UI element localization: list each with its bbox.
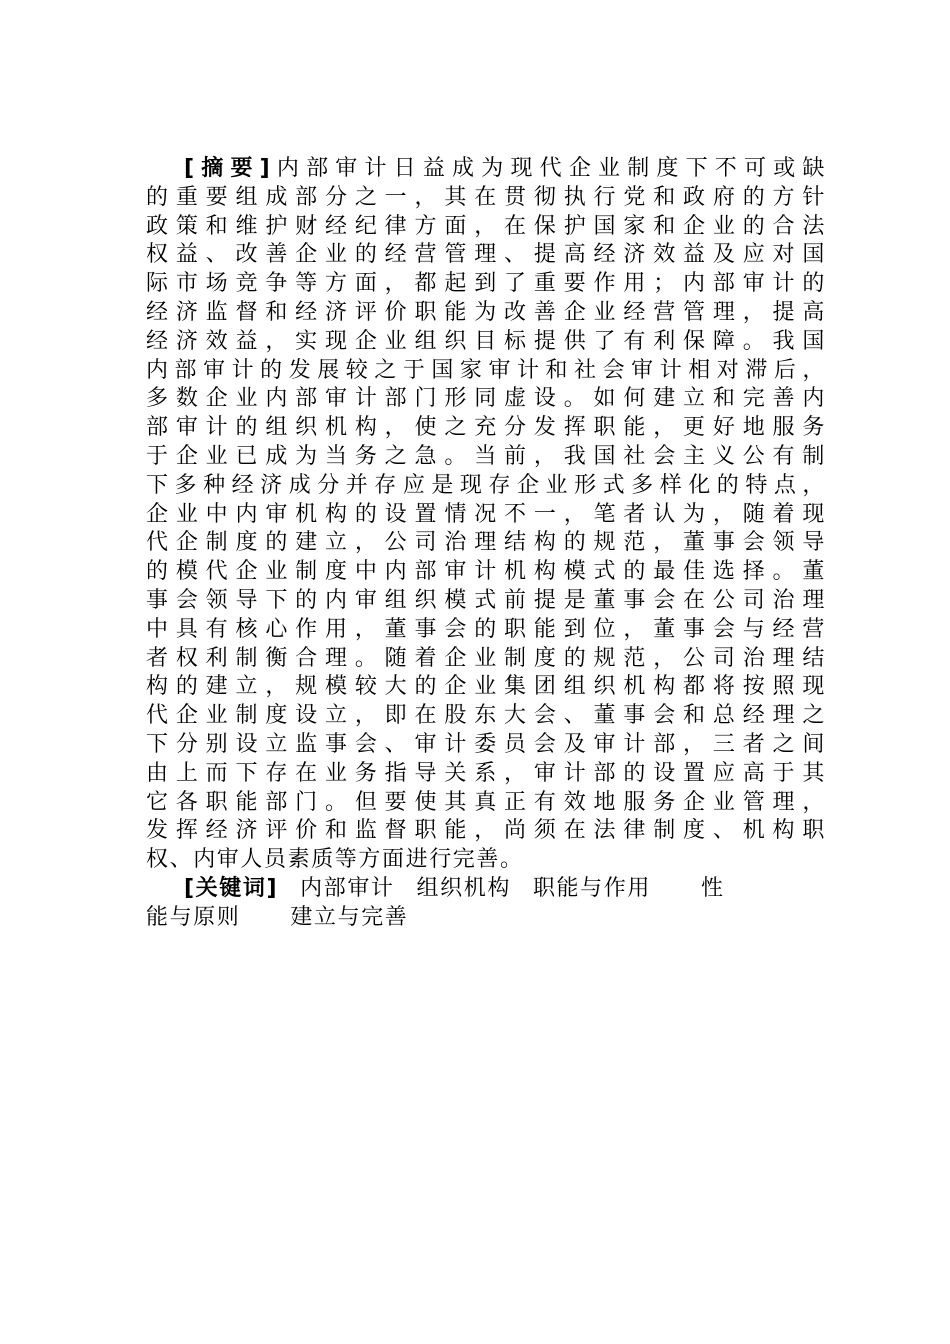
abstract-line: 事会领导下的内审组织模式前提是董事会在公司治理 [146, 587, 826, 613]
abstract-line: 发挥经济评价和监督职能，尚须在法律制度、机构职 [146, 818, 826, 844]
keyword-item: 组织机构 [416, 875, 511, 901]
keyword-item: 职能与作用 [532, 875, 651, 901]
abstract-line: 构的建立，规模较大的企业集团组织机构都将按照现 [146, 674, 826, 700]
abstract-line: 权、内审人员素质等方面进行完善。 [146, 847, 524, 873]
abstract-section [146, 155, 826, 933]
abstract-line: 下分别设立监事会、审计委员会及审计部，三者之间 [146, 731, 826, 757]
abstract-line: 它各职能部门。但要使其真正有效地服务企业管理， [146, 789, 826, 815]
keyword-item: 能与原则 [146, 904, 241, 930]
abstract-line: 由上而下存在业务指导关系，审计部的设置应高于其 [146, 760, 826, 786]
abstract-line: 内部审计的发展较之于国家审计和社会审计相对滞后， [146, 357, 826, 383]
keywords-line [146, 875, 826, 904]
abstract-line: 于企业已成为当务之急。当前，我国社会主义公有制 [146, 443, 826, 469]
abstract-label: [摘要] [184, 156, 272, 181]
keyword-item: 建立与完善 [290, 904, 409, 930]
abstract-line: 的模代企业制度中内部审计机构模式的最佳选择。董 [146, 559, 826, 585]
abstract-text: 内部审计日益成为现代企业制度下不可或缺 [271, 156, 826, 181]
abstract-line: 中具有核心作用，董事会的职能到位，董事会与经营 [146, 616, 826, 642]
abstract-line: 的重要组成部分之一，其在贯彻执行党和政府的方针 [146, 184, 826, 210]
abstract-line: 权益、改善企业的经营管理、提高经济效益及应对国 [146, 242, 826, 268]
abstract-line: 经济效益，实现企业组织目标提供了有利保障。我国 [146, 328, 826, 354]
abstract-line: 多数企业内部审计部门形同虚设。如何建立和完善内 [146, 386, 826, 412]
keyword-item: 性 [700, 875, 725, 901]
keyword-item: 内部审计 [300, 875, 395, 901]
keywords-line [146, 904, 826, 933]
abstract-line: 代企业制度设立，即在股东大会、董事会和总经理之 [146, 703, 826, 729]
abstract-line: 部审计的组织机构，使之充分发挥职能，更好地服务 [146, 415, 826, 441]
abstract-line: 政策和维护财经纪律方面，在保护国家和企业的合法 [146, 213, 826, 239]
abstract-line: 经济监督和经济评价职能为改善企业经营管理，提高 [146, 299, 826, 325]
abstract-line [146, 155, 826, 184]
abstract-line: 企业中内审机构的设置情况不一，笔者认为，随着现 [146, 501, 826, 527]
abstract-line: 代企制度的建立，公司治理结构的规范，董事会领导 [146, 530, 826, 556]
abstract-line: 际市场竞争等方面，都起到了重要作用；内部审计的 [146, 271, 826, 297]
abstract-line: 者权利制衡合理。随着企业制度的规范，公司治理结 [146, 645, 826, 671]
keywords-label: [关键词] [184, 875, 279, 901]
abstract-line: 下多种经济成分并存应是现存企业形式多样化的特点， [146, 472, 826, 498]
